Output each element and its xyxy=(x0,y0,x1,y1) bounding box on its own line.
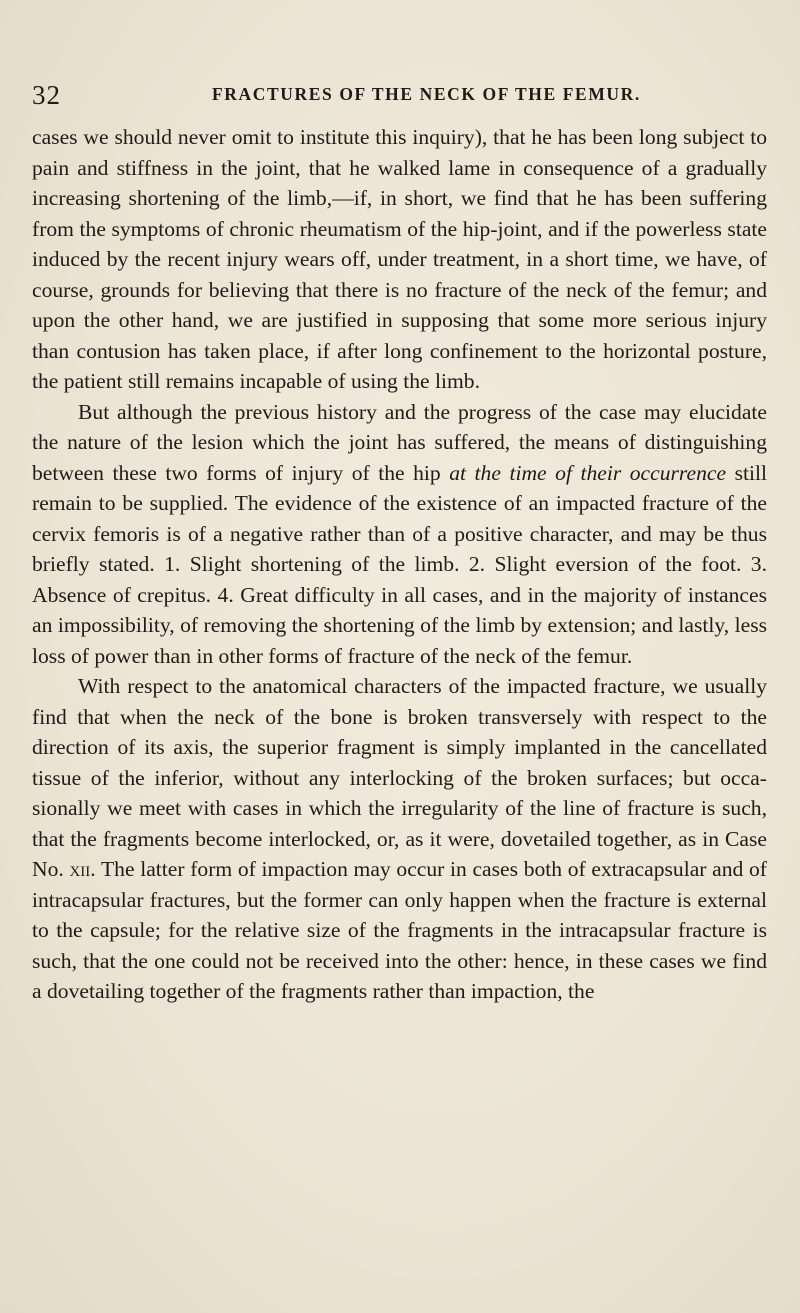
paragraph-2-text-a: But although the previous history and the progress of the case may elucidate the nature of the lesion which the joint has suffered, the means of distinguishing between these two forms of injury of the hip xyxy=(32,399,767,485)
paragraph-continuation xyxy=(32,122,767,397)
italic-phrase: at the time of their occurrence xyxy=(449,460,727,485)
case-number: xii. xyxy=(69,857,96,881)
paragraph-3-text-a: With respect to the anatomical characters of the impacted fracture, we usually find that when the neck of the bone is broken transversely with respect to the direction of its axis, the superior fragment is simply implanted in the cancellated tissue of the inferior, without any interlocking of the broken surfaces; but occasionally we meet with cases in which the irregularity of the line of fracture is such, that the fragments become interlocked, or, as it were, dovetailed together, as in Case No. xyxy=(32,674,767,881)
paragraph-1-text: cases we should never omit to institute this inquiry), that he has been long subject to pain and stiffness in the joint, that he walked lame in consequence of a gradually increasing shortening of the limb,—if, in short, we find that he has been suffering from the symptoms of chronic rheumatism of the hip-joint, and if the powerless state induced by the recent injury wears off, under treatment, in a short time, we have, of course, grounds for believing that there is no fracture of the neck of the femur; and upon the other hand, we are justified in supposing that some more serious injury than contusion has taken place, if after long confinement to the horizontal posture, the patient still remains incapable of using the limb. xyxy=(32,125,767,393)
paragraph-3-text-b: The latter form of impaction may occur in cases both of extracapsular and of intracapsular fractures, but the former can only happen when the fracture is external to the capsule; for the relative size of the fragments in the intracapsular fracture is such, that the one could not be received into the other: hence, in these cases we find a dovetailing together of the fragments rather than impaction, the xyxy=(32,857,767,1003)
body-text xyxy=(32,122,767,1007)
running-title: FRACTURES OF THE NECK OF THE FEMUR. xyxy=(212,84,641,104)
page-number: 32 xyxy=(32,80,61,110)
paragraph-anatomical xyxy=(32,671,767,1007)
page-header xyxy=(32,80,767,116)
paragraph-evidence xyxy=(32,397,767,672)
paragraph-2-text-b: still remain to be supplied. The evidence of the existence of an impacted fracture of the cervix femoris is of a negative rather than of a positive character, and may be thus briefly stated. 1. Slight shortening of the limb. 2. Slight eversion of the foot. 3. Absence of crepitus. 4. Great difficulty in all cases, and in the majority of instances an impossibility, of removing the shortening of the limb by extension; and lastly, less loss of power than in other forms of fracture of the neck of the femur. xyxy=(32,460,767,668)
